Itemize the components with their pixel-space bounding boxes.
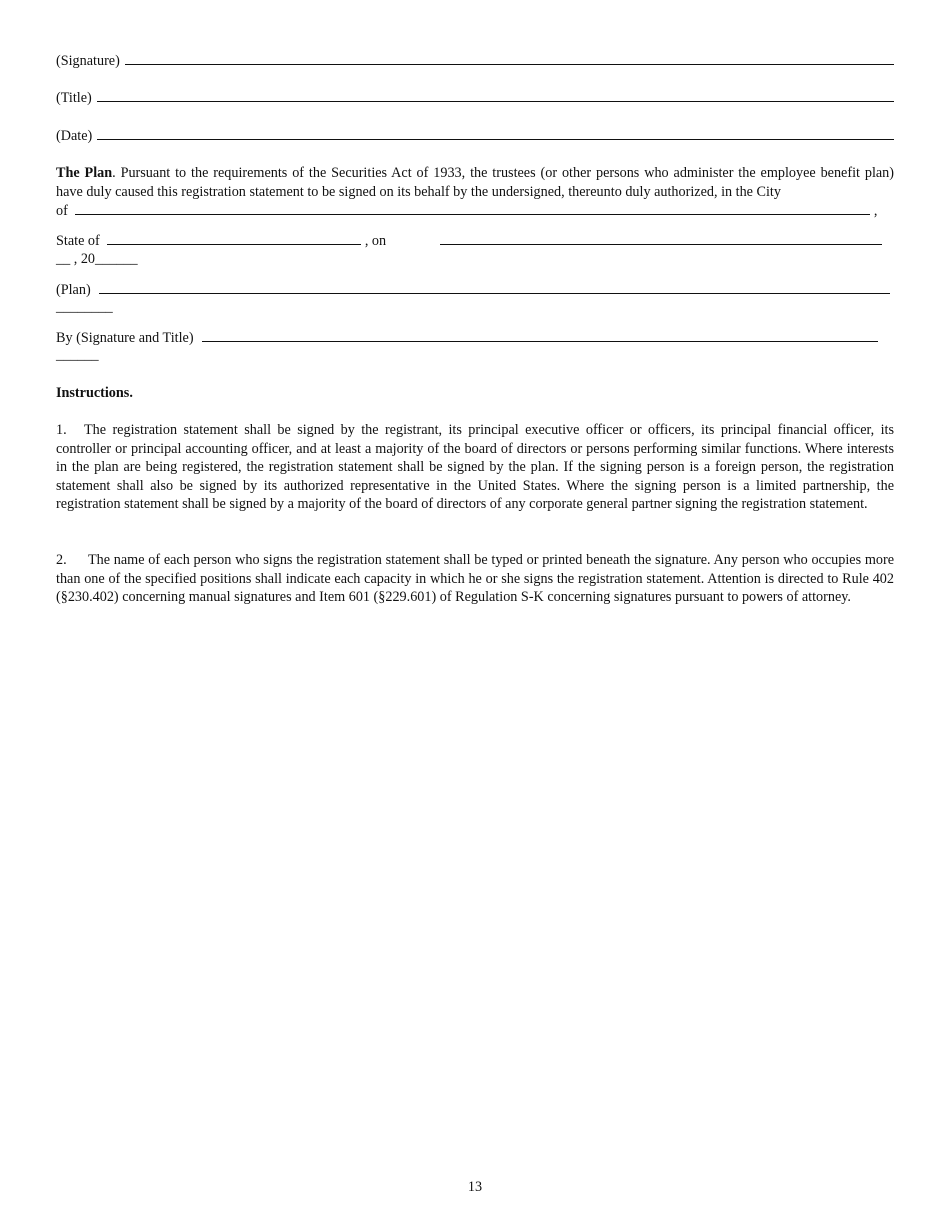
year-line [56, 250, 894, 269]
date-year-blank[interactable]: __ , 20______ [56, 251, 138, 267]
plan-overflow-line [56, 298, 894, 317]
instruction-text: The name of each person who signs the registration statement shall be typed or printed beneath the signature. Any person who occupies more than one of the specified positions shall indicate each capacity in which he or she signs the registration statement. Attention is directed to Rule 402 (§230.402) concerning manual signatures and Item 601 (§229.601) of Regulation S-K concerning signatures pursuant to powers of attorney. [56, 552, 894, 606]
city-prefix: of [56, 203, 68, 219]
date-line[interactable] [56, 127, 894, 146]
plan-heading: The Plan [56, 165, 113, 181]
city-line [56, 201, 894, 221]
plan-label: (Plan) [56, 282, 91, 298]
title-line[interactable] [56, 89, 894, 108]
page-number: 13 [467, 1179, 483, 1195]
plan-blank[interactable] [99, 280, 890, 294]
city-blank[interactable] [75, 201, 870, 215]
plan-body: . Pursuant to the requirements of the Securities Act of 1933, the trustees (or other persons who administer the employee benefit plan) have duly caused this registration statement to be signed on its behalf by the undersigned, thereunto duly authorized, in the City [56, 165, 894, 200]
by-blank[interactable] [202, 328, 878, 342]
date-blank[interactable] [97, 127, 894, 140]
state-label: State of [56, 233, 100, 249]
instruction-item-2 [56, 551, 894, 607]
date-label: (Date) [56, 128, 93, 144]
instruction-number: 1. [56, 422, 67, 438]
instructions-heading: Instructions. [56, 385, 133, 401]
on-date-blank[interactable] [440, 231, 882, 245]
plan-line [56, 280, 894, 300]
signature-blank[interactable] [125, 52, 894, 65]
by-overflow-line [56, 346, 894, 365]
instruction-number: 2. [56, 552, 67, 568]
by-line [56, 328, 894, 348]
instruction-item-1 [56, 421, 894, 514]
by-label: By (Signature and Title) [56, 330, 194, 346]
by-overflow[interactable]: ______ [56, 347, 99, 363]
title-blank[interactable] [97, 89, 894, 102]
on-label: , on [364, 233, 387, 249]
plan-paragraph [56, 164, 894, 201]
instruction-text: The registration statement shall be signed by the registrant, its principal executive officer or officers, its principal financial officer, its controller or principal accounting officer, and at least a majority of the board of directors or persons performing similar functions. Where interests in the plan are being registered, the registration statement shall be signed by the plan. If the signing person is a foreign person, the registration statement shall also be signed by its authorized representative in the United States. Where the signing person is a limited partnership, the registration statement shall be signed by a majority of the board of directors of any corporate general partner signing the registration statement. [56, 422, 894, 513]
state-blank[interactable] [107, 231, 361, 245]
document-page [56, 0, 894, 1230]
title-label: (Title) [56, 90, 92, 106]
signature-label: (Signature) [56, 53, 120, 69]
plan-overflow[interactable]: ________ [56, 299, 113, 315]
state-line [56, 231, 894, 251]
city-suffix: , [873, 203, 878, 219]
signature-line[interactable] [56, 52, 894, 71]
